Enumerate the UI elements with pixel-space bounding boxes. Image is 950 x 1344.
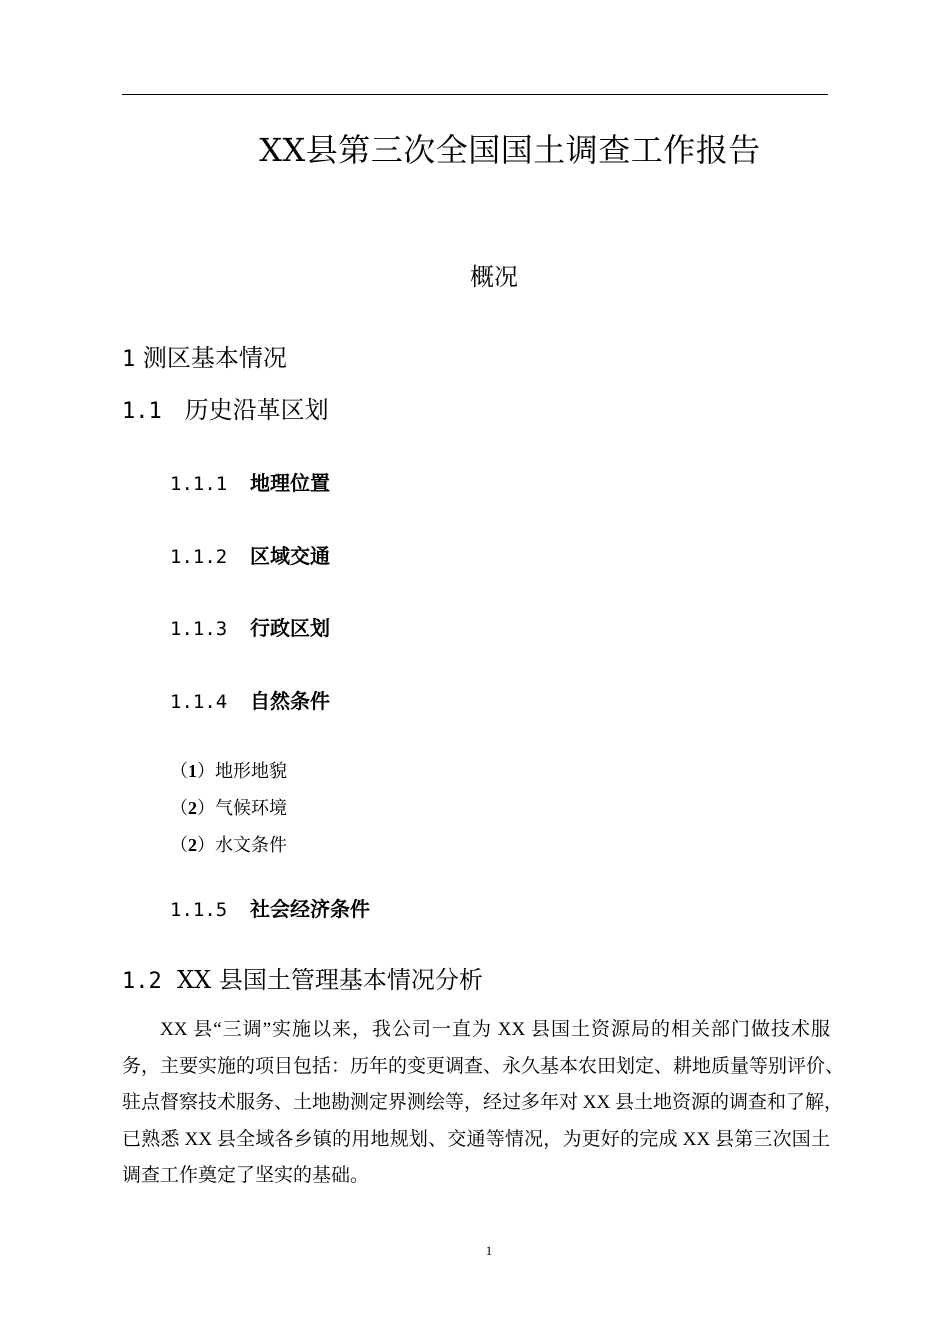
heading-section-1-1-3 (170, 613, 330, 644)
body-paragraph (122, 1012, 845, 1195)
item-number: 2 (188, 798, 197, 818)
heading-section-1-1 (122, 393, 329, 429)
heading-number: 1.1.3 (170, 618, 228, 640)
heading-section-1-1-1 (170, 468, 330, 499)
heading-text: 区域交通 (250, 544, 330, 568)
paragraph-line: 务，主要实施的项目包括：历年的变更调查、永久基本农田划定、耕地质量等别评价、 (122, 1055, 845, 1077)
heading-number: 1.1 (122, 399, 162, 424)
paragraph-line: 调查工作奠定了坚实的基础。 (122, 1165, 370, 1186)
natural-item: （1）地形地貌 (170, 761, 287, 782)
heading-text: 行政区划 (250, 616, 330, 640)
item-label: 地形地貌 (215, 761, 287, 782)
heading-section-1-1-4 (170, 686, 330, 717)
header-rule (122, 94, 828, 95)
overview-heading: 概况 (470, 263, 518, 291)
natural-item: （2）水文条件 (170, 835, 287, 856)
heading-number: 1 (122, 347, 136, 372)
heading-number: 1.1.4 (170, 691, 228, 713)
heading-section-1-1-2 (170, 541, 330, 572)
item-label: 水文条件 (215, 835, 287, 856)
item-number: 1 (188, 761, 197, 781)
paragraph-line: 已熟悉 XX 县全域各乡镇的用地规划、交通等情况，为更好的完成 XX 县第三次国土 (122, 1128, 830, 1150)
paragraph-line: 驻点督察技术服务、土地勘测定界测绘等，经过多年对 XX 县土地资源的调查和了解， (122, 1092, 843, 1113)
heading-number: 1.1.5 (170, 899, 228, 921)
heading-number: 1.1.2 (170, 546, 228, 568)
heading-section-1-2 (122, 963, 483, 999)
heading-text: 历史沿革区划 (184, 396, 329, 424)
natural-item: （2）气候环境 (170, 798, 287, 819)
heading-number: 1.2 (122, 969, 162, 994)
page-number: 1 (485, 1243, 493, 1258)
heading-section-1 (122, 341, 287, 377)
heading-text: 自然条件 (250, 689, 330, 713)
item-number: 2 (188, 835, 197, 855)
document-title: XX县第三次全国国土调查工作报告 (259, 131, 761, 169)
item-label: 气候环境 (215, 798, 287, 819)
heading-text: 地理位置 (250, 471, 330, 495)
heading-text: 测区基本情况 (142, 344, 287, 372)
heading-section-1-1-5 (170, 894, 370, 925)
paragraph-line: XX 县“三调”实施以来，我公司一直为 XX 县国土资源局的相关部门做技术服 (160, 1019, 830, 1040)
heading-text: XX 县国土管理基本情况分析 (177, 966, 483, 994)
heading-text: 社会经济条件 (250, 897, 370, 921)
heading-number: 1.1.1 (170, 473, 228, 495)
